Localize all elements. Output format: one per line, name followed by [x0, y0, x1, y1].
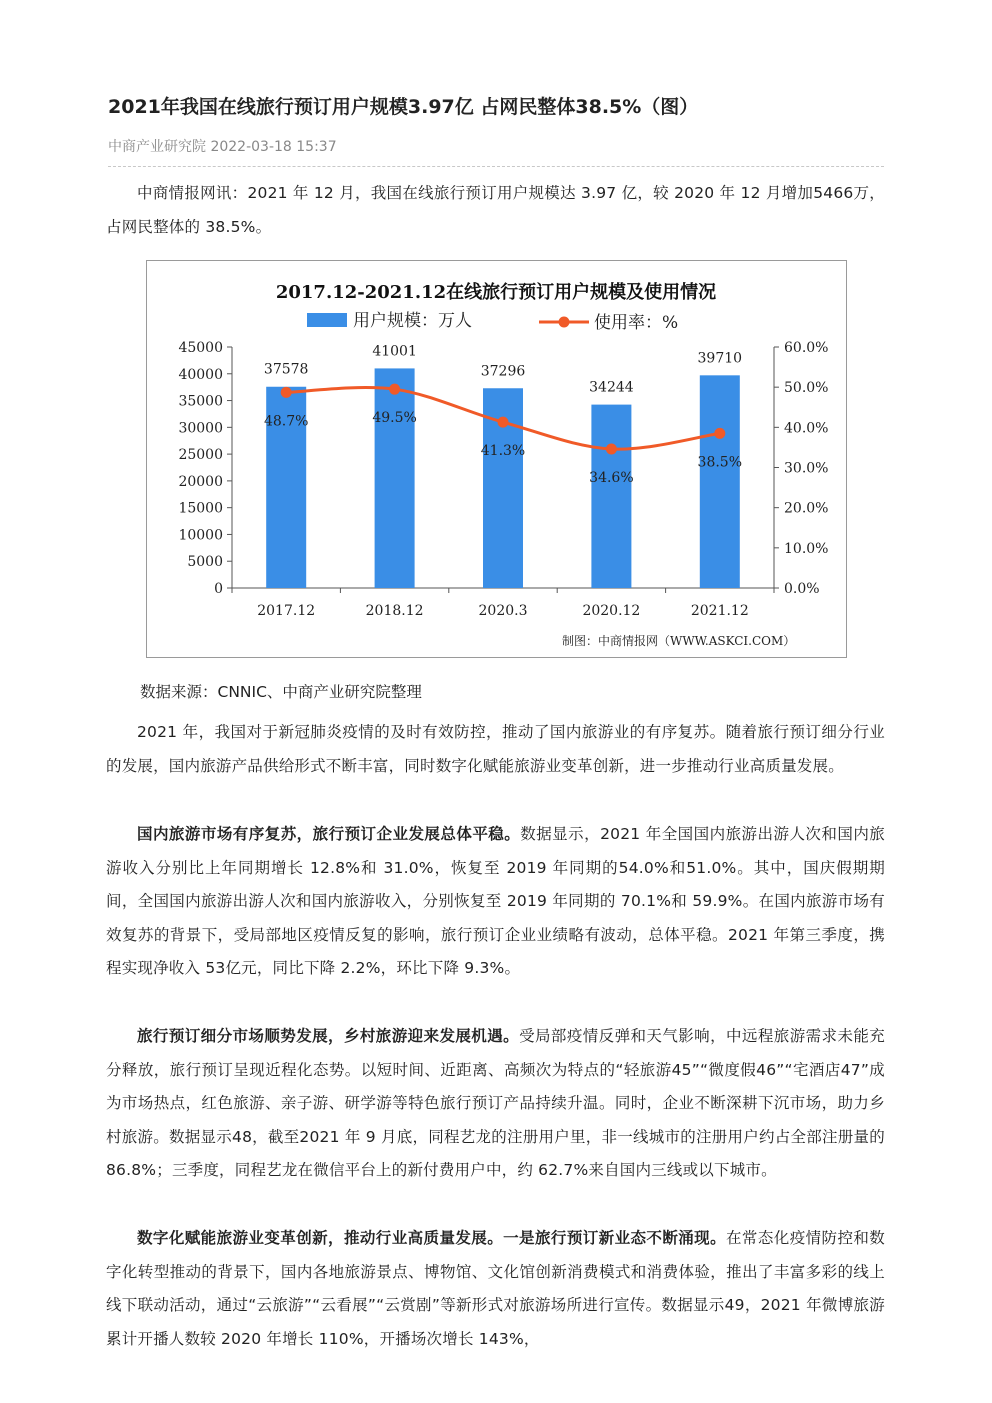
- bar-value-label: 39710: [697, 350, 743, 367]
- y-tick-label-right: 20.0%: [784, 500, 829, 517]
- bar: [589, 405, 634, 588]
- x-tick-label: 2021.12: [690, 603, 749, 619]
- chart-title: 2017.12-2021.12在线旅行预订用户规模及使用情况: [275, 282, 717, 303]
- y-tick-label-left: 45000: [178, 340, 223, 356]
- x-tick-label: 2020.3: [478, 603, 528, 619]
- y-tick-label-right: 30.0%: [784, 460, 829, 477]
- y-tick-label-left: 40000: [178, 366, 223, 383]
- bar-value-label: 37578: [263, 361, 309, 378]
- rate-point: [281, 387, 292, 398]
- x-tick-label: 2020.12: [582, 603, 641, 619]
- rate-point: [389, 384, 400, 395]
- y-tick-label-left: 25000: [178, 447, 223, 464]
- rate-value-label: 34.6%: [589, 470, 634, 487]
- x-tick-label: 2017.12: [257, 603, 316, 619]
- y-tick-label-left: 0: [214, 581, 223, 597]
- paragraph-3: [106, 818, 885, 986]
- bar-value-label: 41001: [372, 343, 417, 360]
- bar: [697, 375, 743, 588]
- chart-frame: [146, 260, 847, 658]
- paragraph-2: 2021 年，我国对于新冠肺炎疫情的及时有效防控，推动了国内旅游业的有序复苏。随着旅行预订细分行业的发展，国内旅游产品供给形式不断丰富，同时数字化赋能旅游业变革创新，进一步推动行业高质量发展。: [106, 723, 885, 775]
- paragraph-3-body: 数据显示，2021 年全国国内旅游出游人次和国内旅游收入分别比上年同期增长 12.8%和 31.0%，恢复至 2019 年同期的54.0%和51.0%。其中，国庆假期期间，全国国内旅游出游人次和国内旅游收入，分别恢复至 2019 年同期的 70.1%和 59.9%。在国内旅游市场有效复苏的背景下，受局部地区疫情反复的影响，旅行预订企业业绩略有波动，总体平稳。2021 年第三季度，携程实现净收入 53亿元，同比下降 2.2%，环比下降 9.3%。: [106, 825, 885, 977]
- y-tick-label-right: 40.0%: [784, 420, 829, 437]
- y-tick-label-left: 5000: [187, 554, 223, 571]
- intro-paragraph: 中商情报网讯：2021 年 12 月，我国在线旅行预订用户规模达 3.97 亿，较 2020 年 12 月增加5466万，占网民整体的 38.5%。: [106, 184, 885, 236]
- bar: [375, 368, 415, 588]
- article-title: 2021年我国在线旅行预订用户规模3.97亿 占网民整体38.5%（图）: [108, 96, 699, 118]
- y-tick-label-right: 10.0%: [784, 540, 829, 557]
- rate-point: [498, 417, 509, 428]
- y-tick-label-left: 15000: [178, 500, 223, 517]
- paragraph-4-lead: 旅行预订细分市场顺势发展，乡村旅游迎来发展机遇。: [137, 1027, 520, 1045]
- rate-value-label: 48.7%: [263, 413, 309, 430]
- y-tick-label-left: 30000: [178, 420, 223, 437]
- y-tick-label-left: 10000: [178, 527, 223, 544]
- y-tick-label-left: 20000: [178, 473, 223, 490]
- y-tick-label-right: 0.0%: [784, 581, 820, 597]
- legend-bar-label: 用户规模：万人: [353, 311, 472, 331]
- bar-value-label: 37296: [480, 363, 526, 380]
- paragraph-5-body: 在常态化疫情防控和数字化转型推动的背景下，国内各地旅游景点、博物馆、文化馆创新消费模式和消费体验，推出了丰富多彩的线上线下联动活动，通过“云旅游”“云看展”“云赏剧”等新形式对旅游场所进行宣传。数据显示49，2021 年微博旅游累计开播人数较 2020 年增长 110%，开播场次增长 143%，: [106, 1229, 885, 1348]
- article-meta: 中商产业研究院 2022-03-18 15:37: [108, 139, 337, 155]
- paragraph-5-lead: 数字化赋能旅游业变革创新，推动行业高质量发展。一是旅行预订新业态不断涌现。: [137, 1229, 727, 1247]
- x-tick-label: 2018.12: [365, 603, 424, 619]
- divider: [108, 166, 884, 167]
- data-source: 数据来源：CNNIC、中商产业研究院整理: [140, 683, 422, 701]
- rate-point: [714, 428, 725, 439]
- legend-line-marker: [559, 317, 570, 328]
- paragraph-4-body: 受局部疫情反弹和天气影响，中远程旅游需求未能充分释放，旅行预订呈现近程化态势。以短时间、近距离、高频次为特点的“轻旅游45”“微度假46”“宅酒店47”成为市场热点，红色旅游、亲子游、研学游等特色旅行预订产品持续升温。同时，企业不断深耕下沉市场，助力乡村旅游。数据显示48，截至2021 年 9 月底，同程艺龙的注册用户里，非一线城市的注册用户约占全部注册量的 86.8%；三季度，同程艺龙在微信平台上的新付费用户中，约 62.7%来自国内三线或以下城市。: [106, 1027, 885, 1179]
- paragraph-4: [106, 1020, 885, 1188]
- paragraph-5: [106, 1222, 885, 1356]
- bar-value-label: 34244: [589, 379, 634, 396]
- rate-value-label: 38.5%: [697, 454, 743, 471]
- rate-value-label: 49.5%: [372, 410, 417, 427]
- paragraph-3-lead: 国内旅游市场有序复苏，旅行预订企业发展总体平稳。: [137, 825, 521, 843]
- rate-value-label: 41.3%: [480, 443, 526, 460]
- legend-line-label: 使用率：%: [594, 313, 679, 333]
- y-tick-label-right: 60.0%: [784, 340, 829, 356]
- y-tick-label-right: 50.0%: [784, 380, 829, 397]
- legend-bar-swatch: [307, 313, 347, 327]
- rate-point: [606, 444, 617, 455]
- chart-credit: 制图：中商情报网（WWW.ASKCI.COM）: [562, 634, 796, 648]
- chart: [147, 261, 846, 657]
- y-tick-label-left: 35000: [178, 393, 223, 410]
